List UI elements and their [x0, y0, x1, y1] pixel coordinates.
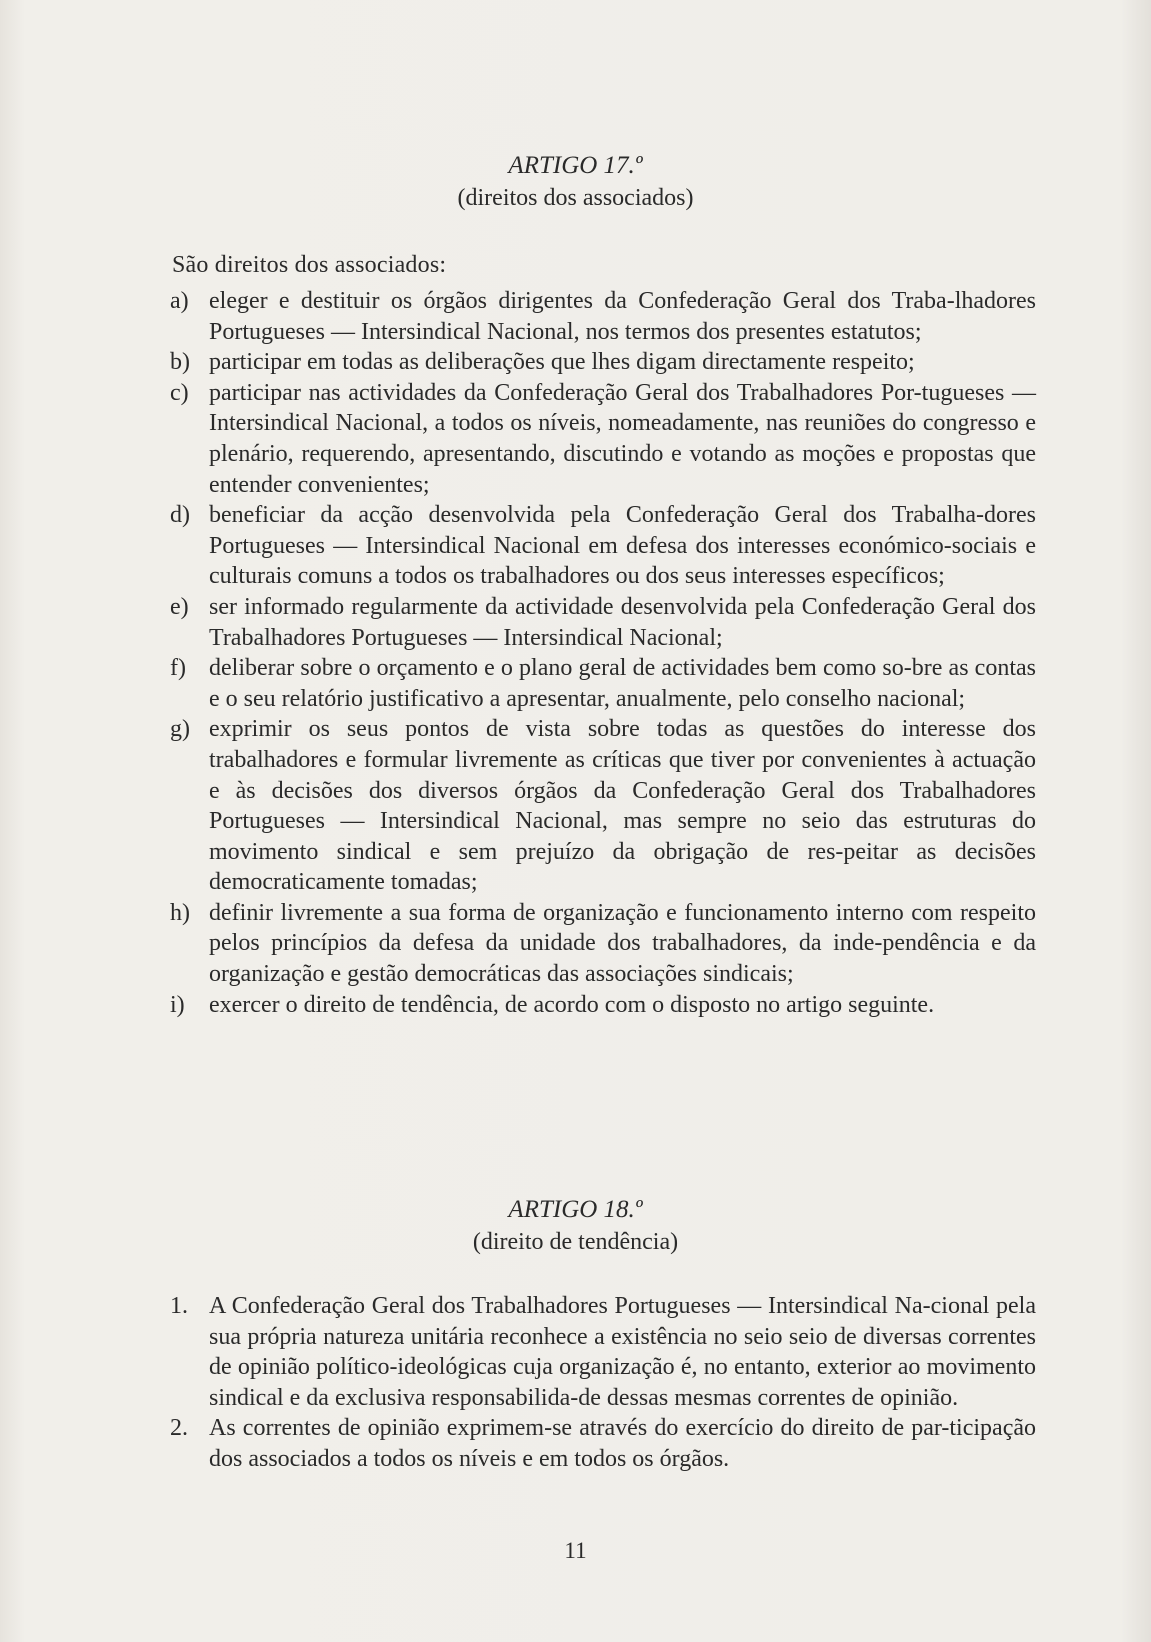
article-17-title: ARTIGO 17.º [508, 152, 643, 179]
article-17-subtitle: (direitos dos associados) [457, 185, 694, 211]
article-17-list [170, 286, 1036, 1020]
item-text: exercer o direito de tendência, de acordo com o disposto no artigo seguinte. [209, 991, 935, 1018]
item-text: deliberar sobre o orçamento e o plano geral de actividades bem como so-bre as contas e o seu relatório justificativo a apresentar, anualmente, pelo conselho nacional; [209, 655, 1036, 712]
list-item [170, 500, 1036, 592]
item-marker: a) [170, 288, 189, 314]
item-marker: h) [170, 899, 190, 926]
article-17-intro: São direitos dos associados: [172, 252, 447, 278]
list-item [170, 714, 1036, 898]
list-item [170, 898, 1036, 990]
item-marker: g) [170, 716, 190, 743]
list-item [170, 286, 1036, 347]
list-item [170, 347, 1036, 378]
page-number: 11 [564, 1538, 587, 1563]
item-marker: i) [170, 991, 185, 1018]
list-item [170, 990, 1036, 1021]
item-text: A Confederação Geral dos Trabalhadores Portugueses — Intersindical Na-cional pela sua própria natureza unitária reconhece a existência no seio seio de diversas correntes de opinião político-ideológicas cuja organização é, no entanto, exterior ao movimento sindical e da exclusiva responsabilida-de dessas mesmas correntes de opinião. [209, 1293, 1036, 1411]
item-text: eleger e destituir os órgãos dirigentes da Confederação Geral dos Traba-lhadores Portugueses — Intersindical Nacional, nos termos dos presentes estatutos; [209, 288, 1036, 345]
item-text: definir livremente a sua forma de organização e funcionamento interno com respeito pelos princípios da defesa da unidade dos trabalhadores, da inde-pendência e da organização e gestão democráticas das associações sindicais; [209, 899, 1036, 988]
item-text: exprimir os seus pontos de vista sobre todas as questões do interesse dos trabalhadores e formular livremente as críticas que tiver por convenientes à actuação e às decisões dos diversos órgãos da Confederação Geral dos Trabalhadores Portugueses — Intersindical Nacional, mas sempre no seio das estruturas do movimento sindical e sem prejuízo da obrigação de res-peitar as decisões democraticamente tomadas; [209, 716, 1036, 896]
item-marker: d) [170, 502, 190, 529]
article-18-subtitle: (direito de tendência) [472, 1229, 679, 1255]
item-text: participar nas actividades da Confederação Geral dos Trabalhadores Por-tugueses — Intersindical Nacional, a todos os níveis, nomeadamente, nas reuniões do congresso e plenário, requerendo, apresentando, discutindo e votando as moções e propostas que entender convenientes; [209, 379, 1036, 498]
list-item [170, 653, 1036, 714]
item-marker: 2. [170, 1415, 188, 1442]
item-marker: b) [170, 349, 190, 376]
list-item [170, 1413, 1036, 1474]
item-marker: c) [170, 379, 189, 406]
item-marker: 1. [170, 1293, 188, 1319]
item-text: beneficiar da acção desenvolvida pela Confederação Geral dos Trabalha-dores Portugueses — Intersindical Nacional em defesa dos interesses económico-sociais e culturais comuns a todos os trabalhadores ou dos seus interesses específicos; [209, 502, 1036, 590]
list-item [170, 1291, 1036, 1413]
list-item [170, 378, 1036, 500]
list-item [170, 592, 1036, 653]
item-marker: f) [170, 655, 186, 682]
item-marker: e) [170, 593, 189, 620]
article-18-list [170, 1291, 1036, 1475]
item-text: As correntes de opinião exprimem-se através do exercício do direito de par-ticipação dos associados a todos os níveis e em todos os órgãos. [209, 1415, 1036, 1472]
item-text: ser informado regularmente da actividade desenvolvida pela Confederação Geral dos Trabalhadores Portugueses — Intersindical Nacional; [209, 593, 1036, 651]
article-18-title: ARTIGO 18.º [508, 1196, 643, 1223]
item-text: participar em todas as deliberações que lhes digam directamente respeito; [209, 349, 915, 376]
